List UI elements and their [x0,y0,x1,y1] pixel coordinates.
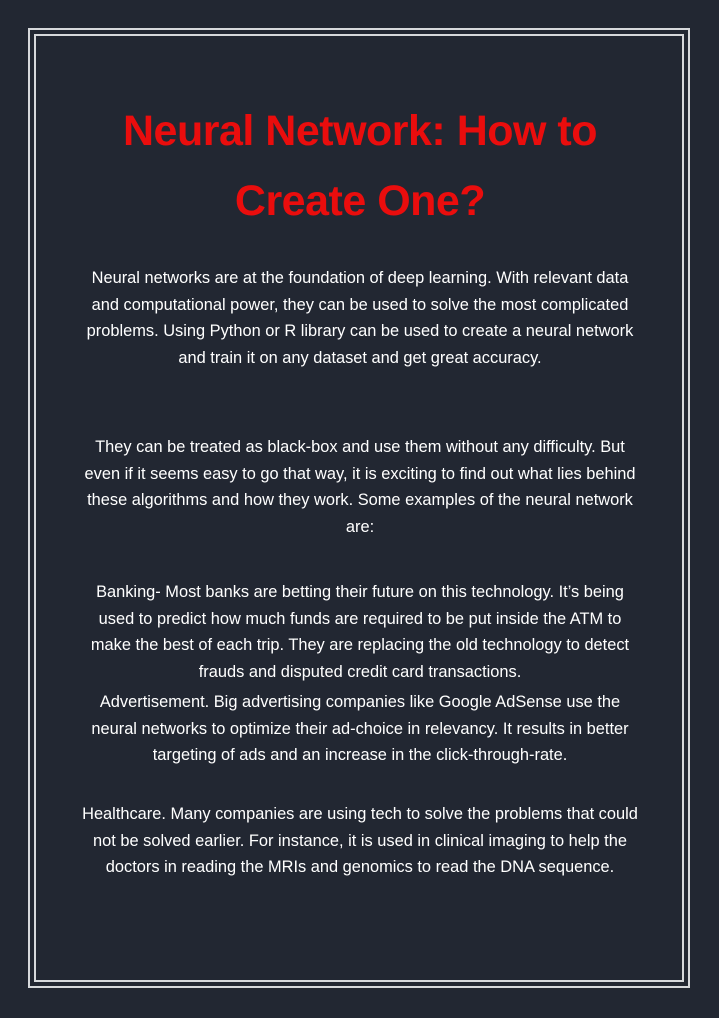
page-title: Neural Network: How to Create One? [123,107,597,225]
paragraph-advertisement: Advertisement. Big advertising companies like Google AdSense use the neural networks to optimize their ad-choice in relevancy. It results in better targeting of ads and an increase in the click-through-rate. [91,693,629,764]
paragraph-black-box: They can be treated as black-box and use them without any difficulty. But even if it seems easy to go that way, it is exciting to find out what lies behind these algorithms and how they work. Some examples of the neural network are: [84,438,636,536]
paragraph-healthcare: Healthcare. Many companies are using tech to solve the problems that could not be solved earlier. For instance, it is used in clinical imaging to help the doctors in reading the MRIs and genomics to read the DNA sequence. [82,805,638,876]
paragraph-intro: Neural networks are at the foundation of deep learning. With relevant data and computational power, they can be used to solve the most complicated problems. Using Python or R library can be used to create a neural network and train it on any dataset and get great accuracy. [86,269,634,367]
paragraph-banking: Banking- Most banks are betting their future on this technology. It’s being used to predict how much funds are required to be put inside the ATM to make the best of each trip. They are replacing the old technology to detect frauds and disputed credit card transactions. [90,583,630,681]
